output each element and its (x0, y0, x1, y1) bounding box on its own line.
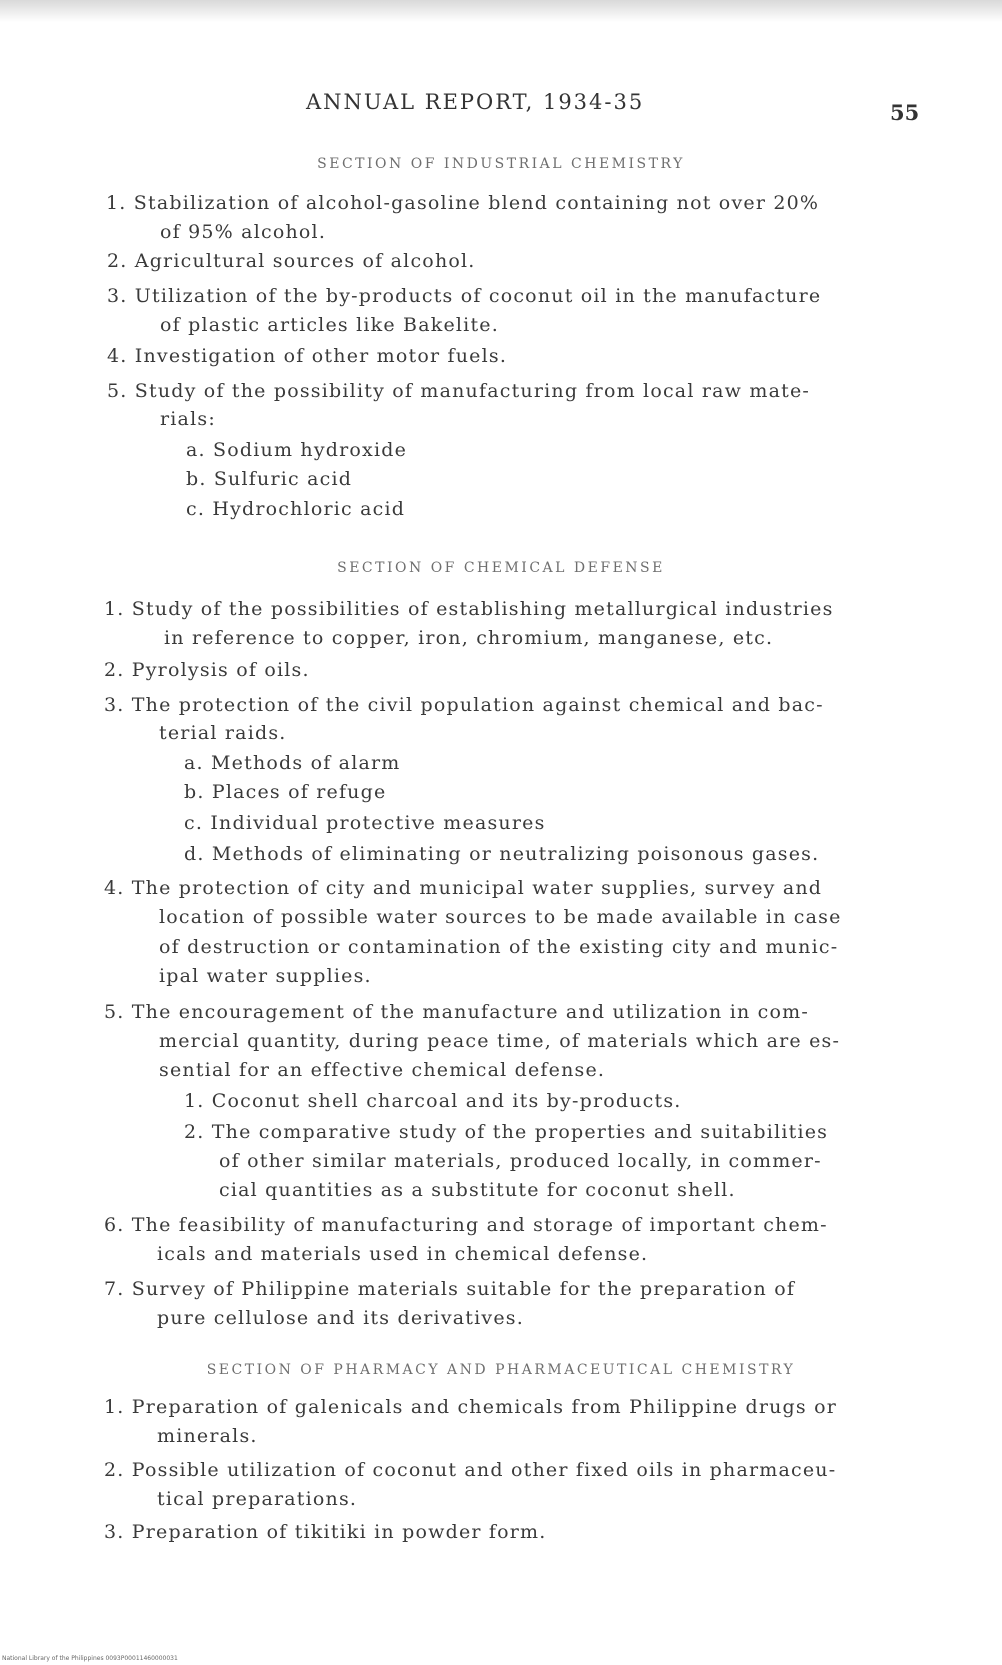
list-item-line: icals and materials used in chemical defense. (157, 1243, 649, 1265)
sub-item-line: a. Methods of alarm (184, 752, 401, 774)
list-item-line: 4. Investigation of other motor fuels. (107, 345, 508, 367)
list-item-line: 5. The encouragement of the manufacture and utilization in com- (104, 1001, 809, 1023)
list-item-line: 1. Stabilization of alcohol-gasoline blend containing not over 20% (106, 192, 820, 214)
sub-item-line: of other similar materials, produced locally, in commer- (219, 1150, 822, 1172)
list-item-line: sential for an effective chemical defense. (159, 1059, 606, 1081)
list-item-line: 2. Agricultural sources of alcohol. (107, 250, 476, 272)
list-item-line: in reference to copper, iron, chromium, manganese, etc. (164, 627, 774, 649)
list-item-line: tical preparations. (157, 1488, 358, 1510)
sub-item-line: b. Sulfuric acid (186, 468, 353, 490)
list-item-line: rials: (160, 408, 216, 430)
list-item-line: ipal water supplies. (159, 965, 372, 987)
list-item-line: 3. The protection of the civil population against chemical and bac- (104, 694, 824, 716)
sub-item-line: c. Individual protective measures (184, 812, 546, 834)
list-item-line: 3. Utilization of the by-products of coconut oil in the manufacture (107, 285, 822, 307)
list-item-line: terial raids. (159, 722, 287, 744)
list-item-line: 3. Preparation of tikitiki in powder form. (104, 1521, 547, 1543)
sub-item-line: a. Sodium hydroxide (186, 439, 408, 461)
list-item-line: 7. Survey of Philippine materials suitable for the preparation of (104, 1278, 796, 1300)
sub-item-line: cial quantities as a substitute for coconut shell. (219, 1179, 736, 1201)
list-item-line: of plastic articles like Bakelite. (160, 314, 499, 336)
sub-item-line: c. Hydrochloric acid (186, 498, 406, 520)
list-item-line: 5. Study of the possibility of manufacturing from local raw mate- (107, 380, 811, 402)
list-item-line: mercial quantity, during peace time, of materials which are es- (159, 1030, 841, 1052)
footer-credit: National Library of the Philippines 0093P00011460000031 (2, 1655, 178, 1662)
running-title: ANNUAL REPORT, 1934-35 (306, 90, 645, 114)
list-item-line: pure cellulose and its derivatives. (157, 1307, 524, 1329)
sub-item-line: 1. Coconut shell charcoal and its by-products. (184, 1090, 682, 1112)
page-number: 55 (890, 100, 920, 125)
section-heading-industrial-chemistry: SECTION OF INDUSTRIAL CHEMISTRY (317, 156, 685, 172)
list-item-line: 4. The protection of city and municipal water supplies, survey and (104, 877, 823, 899)
list-item-line: location of possible water sources to be made available in case (159, 906, 842, 928)
list-item-line: of destruction or contamination of the existing city and munic- (159, 936, 839, 958)
list-item-line: 6. The feasibility of manufacturing and storage of important chem- (104, 1214, 828, 1236)
page-header (0, 90, 1002, 130)
section-heading-pharmacy: SECTION OF PHARMACY AND PHARMACEUTICAL CHEMISTRY (206, 1362, 796, 1378)
page-top-shadow (0, 0, 1002, 22)
list-item-line: 1. Study of the possibilities of establishing metallurgical industries (104, 598, 834, 620)
list-item-line: minerals. (157, 1425, 258, 1447)
sub-item-line: 2. The comparative study of the properties and suitabilities (184, 1121, 829, 1143)
list-item-line: 1. Preparation of galenicals and chemicals from Philippine drugs or (104, 1396, 838, 1418)
list-item-line: 2. Possible utilization of coconut and other fixed oils in pharmaceu- (104, 1459, 837, 1481)
sub-item-line: d. Methods of eliminating or neutralizing poisonous gases. (184, 843, 820, 865)
list-item-line: of 95% alcohol. (160, 221, 327, 243)
list-item-line: 2. Pyrolysis of oils. (104, 659, 310, 681)
sub-item-line: b. Places of refuge (184, 781, 387, 803)
section-heading-chemical-defense: SECTION OF CHEMICAL DEFENSE (337, 560, 665, 576)
